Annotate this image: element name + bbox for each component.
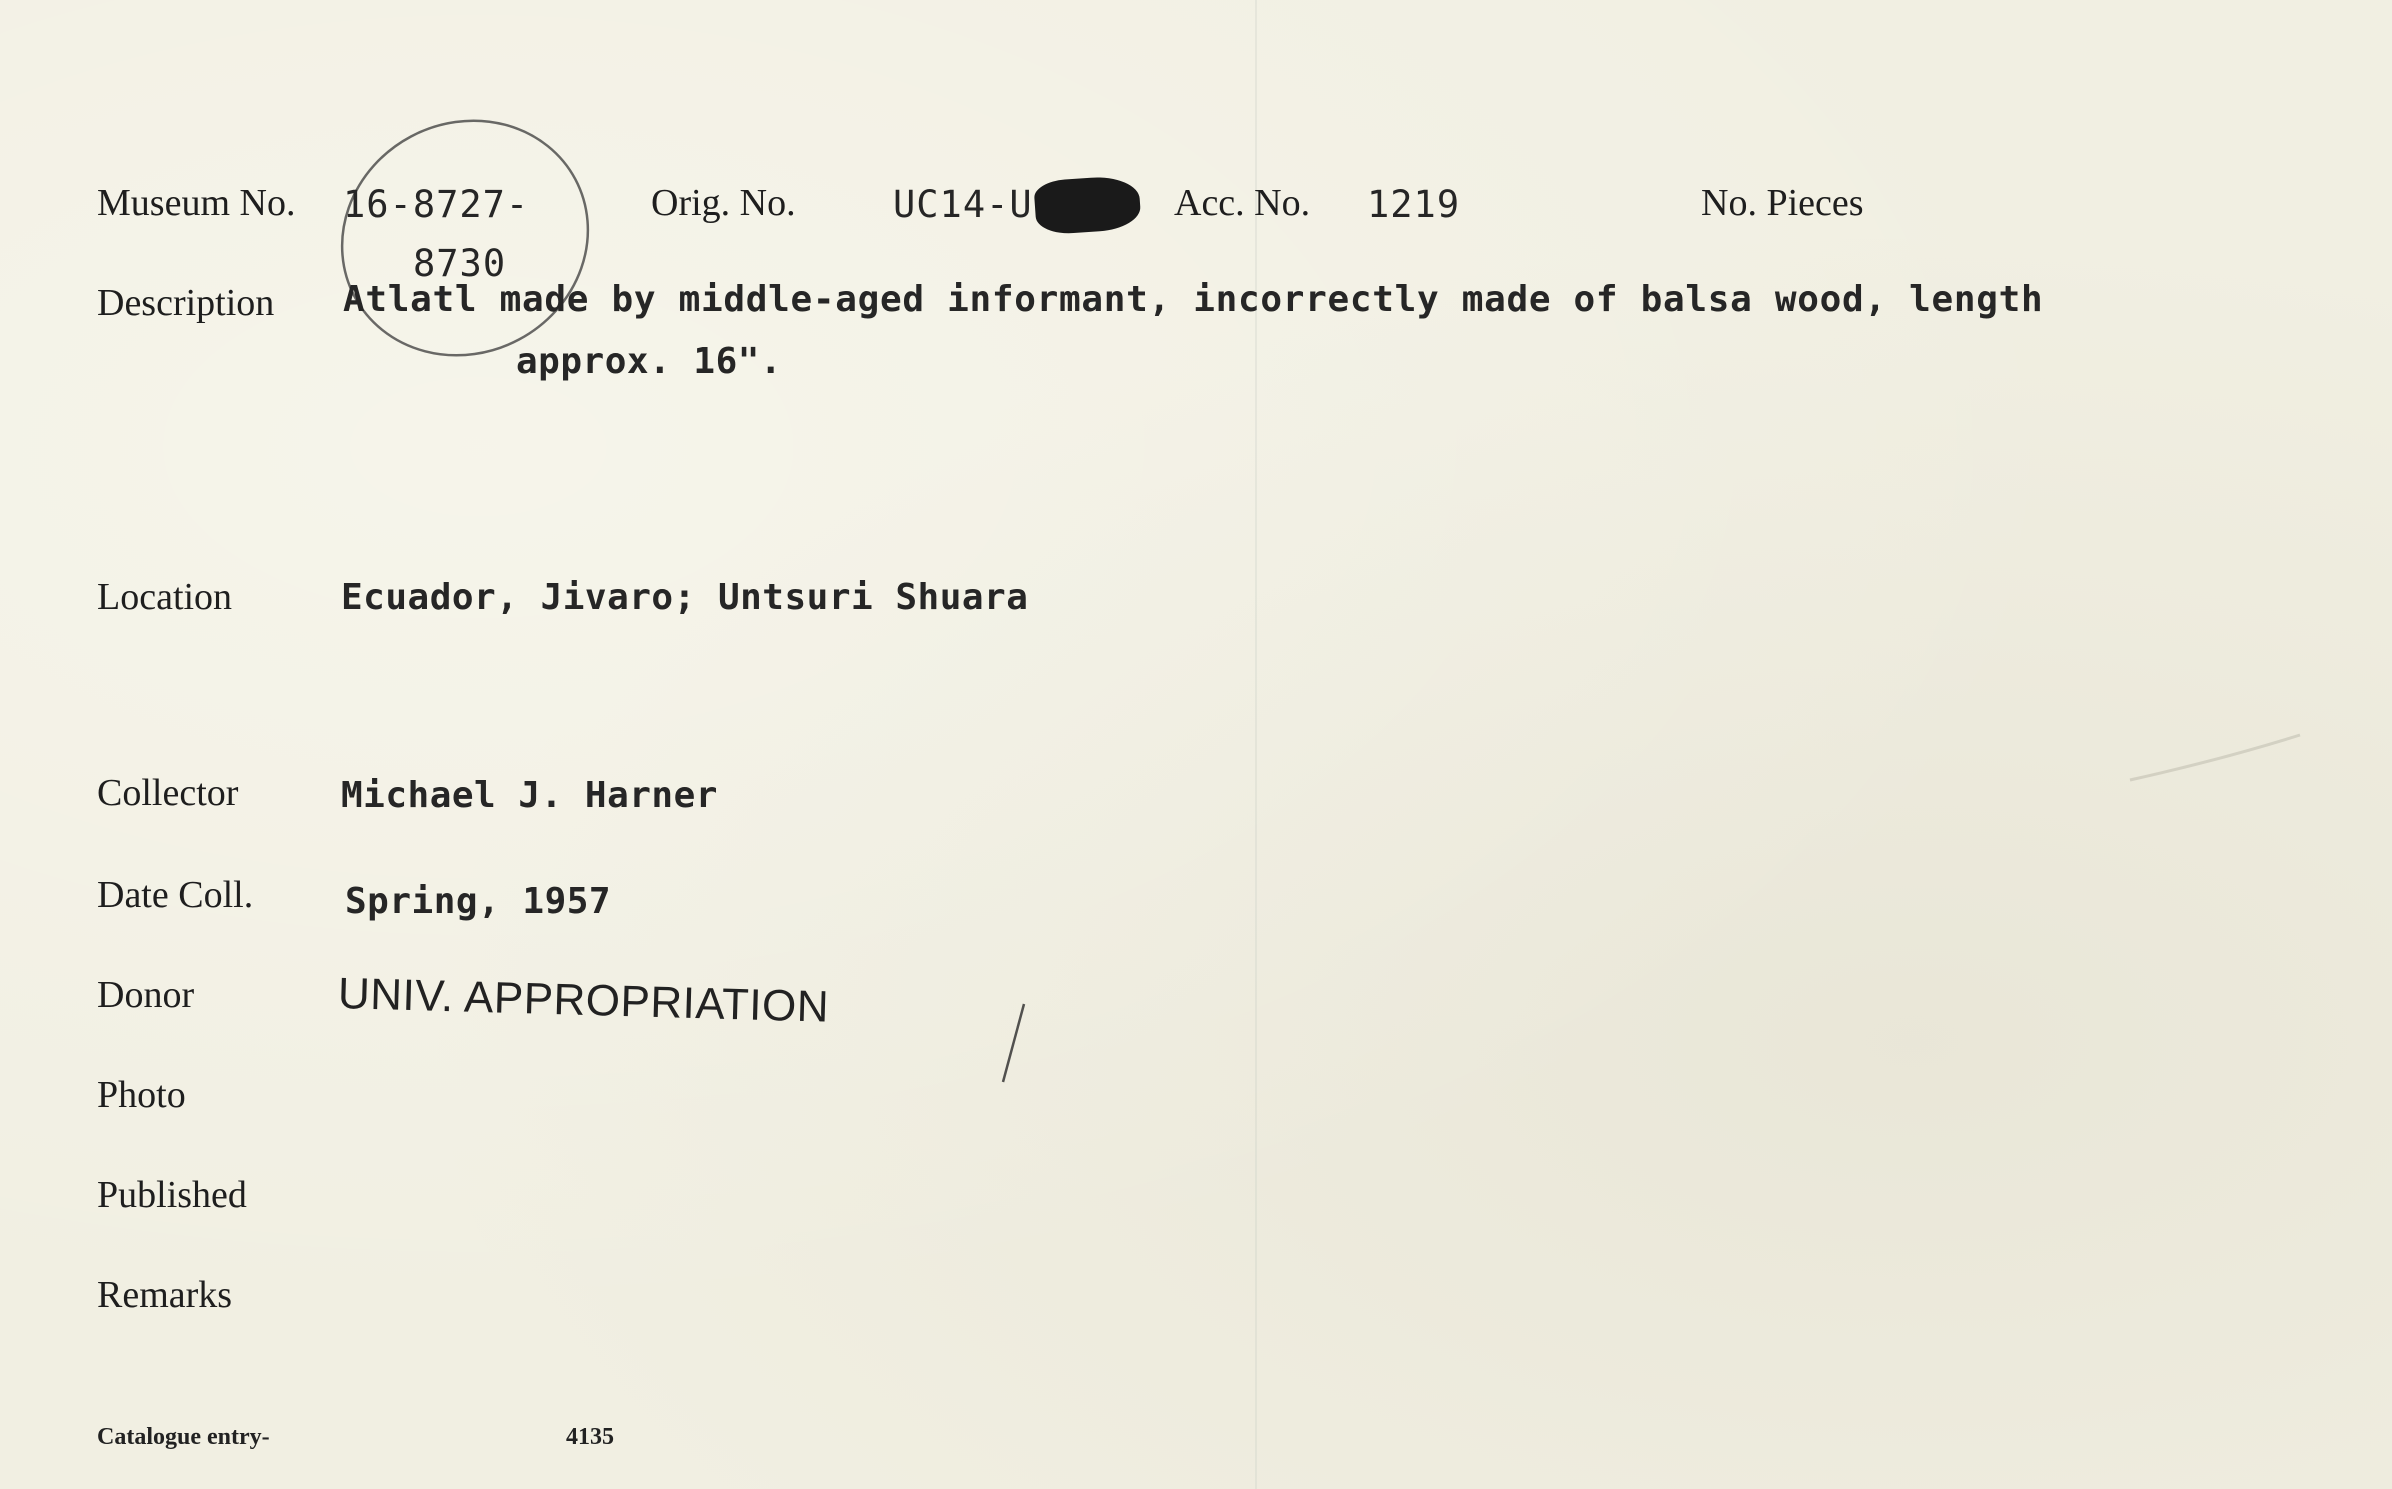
location-value: Ecuador, Jivaro; Untsuri Shuara	[341, 577, 1029, 618]
description-label: Description	[97, 282, 275, 324]
acc-no-label: Acc. No.	[1174, 182, 1311, 224]
orig-no-value: UC14-U	[893, 183, 1033, 226]
donor-stamp: UNIV. APPROPRIATION	[337, 969, 830, 1032]
collector-value: Michael J. Harner	[341, 775, 718, 816]
no-pieces-label: No. Pieces	[1701, 182, 1864, 224]
description-line-2: approx. 16".	[516, 341, 783, 382]
location-label: Location	[97, 576, 233, 618]
catalogue-entry-value: 4135	[566, 1424, 614, 1450]
pencil-smudge	[2130, 735, 2300, 780]
museum-no-label: Museum No.	[97, 182, 296, 224]
museum-no-value: 16-8727-	[343, 183, 530, 226]
photo-label: Photo	[97, 1074, 186, 1116]
published-label: Published	[97, 1174, 247, 1216]
remarks-label: Remarks	[97, 1274, 233, 1316]
orig-no-label: Orig. No.	[651, 182, 796, 224]
acc-no-value: 1219	[1367, 183, 1461, 226]
catalogue-entry-label: Catalogue entry-	[97, 1424, 270, 1450]
donor-label: Donor	[97, 974, 195, 1016]
date-coll-value: Spring, 1957	[345, 881, 612, 922]
collector-label: Collector	[97, 772, 239, 814]
description-line-1: Atlatl made by middle-aged informant, incorrectly made of balsa wood, length	[343, 279, 2044, 320]
pen-stroke	[1003, 1004, 1024, 1082]
date-coll-label: Date Coll.	[97, 874, 254, 916]
museum-no-value-continued: 8730	[413, 242, 507, 285]
